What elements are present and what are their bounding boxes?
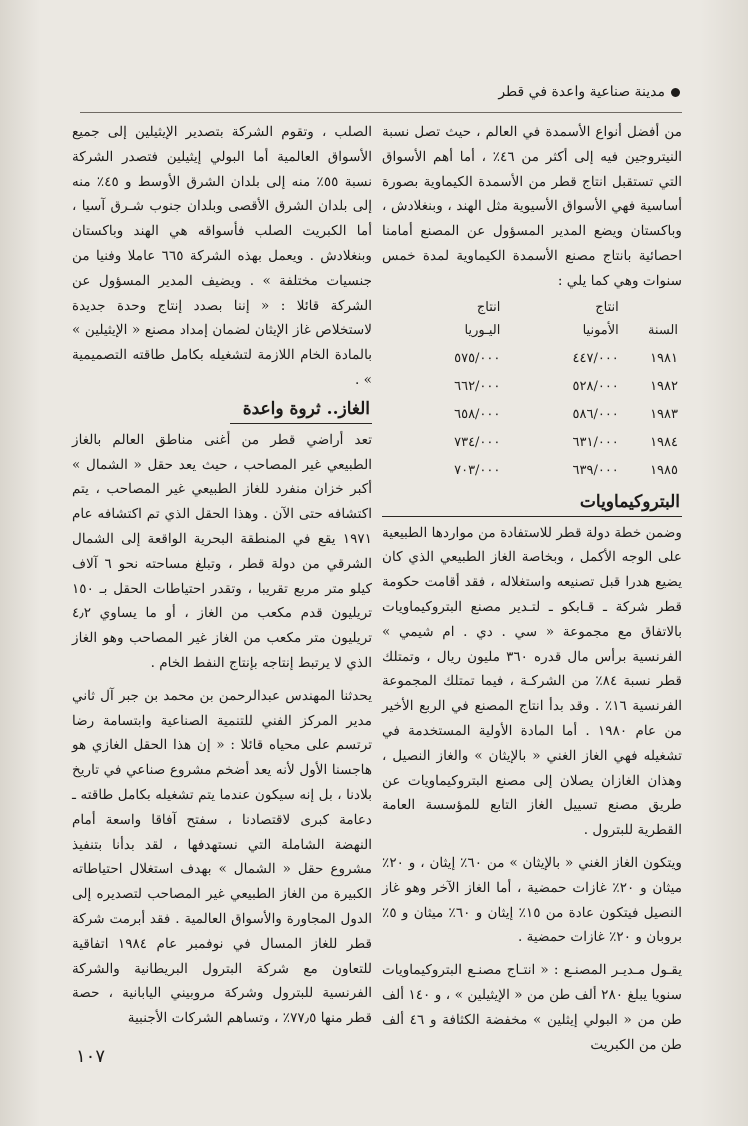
- petrochemicals-paragraph-3: يقـول مـديـر المصنـع : « انتـاج مصنـع البتروكيماويات سنويا يبلغ ٢٨٠ ألف طن من « الإيثيلين » ، و ١٤٠ ألف طن من « البولي إيثلين » مخفضة الكثافة و ٤٦ ألف طن من الكبريت: [382, 962, 683, 1053]
- left-column: [72, 120, 372, 1031]
- table-cell-year: ١٩٨٢: [650, 379, 678, 395]
- table-cell-ammonia: ٥٨٦/٠٠٠: [572, 407, 619, 423]
- left-intro-paragraph: الصلب ، وتقوم الشركة بتصدير الإيثيلين إلى جميع الأسواق العالمية أما البولي إيثيلين فتصدر الشركة نسبة ٥٥٪ منه إلى بلدان الشرق الأوسط و ٤٥٪ منه إلى بلدان الشرق الأقصى وبلدان جنوب شـرق آسيا ، أما الكبريت الصلب فأسواقه هي الهند وباكستان وبنغلادش . ويعمل بهذه الشركة ٦٦٥ عاملا وفنيا من جنسيات مختلفة » . ويضيف المدير المسؤول عن الشركة قائلا : « إننا بصدد إنتاج وحدة جديدة لاستخلاص غاز الإيثان لضمان إمداد مصنع « الإيثيلين » بالمادة الخام اللازمة لتشغيله بكامل طاقته التصميمية » .: [72, 124, 372, 388]
- section-title-gas: الغاز.. ثروة واعدة: [230, 395, 372, 424]
- right-intro-paragraph: من أفضل أنواع الأسمدة في العالم ، حيث تصل نسبة النيتروجين فيه إلى أكثر من ٤٦٪ ، أما أهم الأسواق التي تستقبل انتاج قطر من الأسمدة الكيماوية بصورة أساسية فهي الأسواق الأسيوية مثل الهند ، وبنغلادش ، وباكستان ويضع المدير المسؤول عن المصنع أمامنا احصائية بانتاج مصنع الأسمدة الكيماوية لمدة خمس سنوات وهي كما يلي :: [382, 124, 682, 289]
- running-head-text: مدينة صناعية واعدة في قطر: [498, 84, 665, 100]
- right-column: [382, 120, 682, 1057]
- table-cell-urea: ٦٥٨/٠٠٠: [454, 407, 501, 423]
- gas-paragraph-1: تعد أراضي قطر من أغنى مناطق العالم بالغاز الطبيعي غير المصاحب ، حيث يعد حقل « الشمال » أكبر خزان منفرد للغاز الطبيعي غير المصاحب ، يتم اكتشافه حتى الآن . وهذا الحقل الذي تم اكتشافه عام ١٩٧١ يقع في المنطقة البحرية الواقعة إلى الشمال الشرقي من دولة قطر ، وتبلغ مساحته نحو ٦ آلاف كيلو متر مربع تقريبا ، وتقدر احتياطات الحقل بـ ١٥٠ تريليون قدم مكعب من الغاز ، أو ما يساوي ٤٫٢ تريليون متر مكعب من الغاز غير المصاحب وهو الغاز الذي لا يرتبط إنتاجه بإنتاج النفط الخام .: [72, 431, 372, 671]
- table-header-top-cell: انتاج: [595, 299, 619, 315]
- table-cell-ammonia: ٦٣١/٠٠٠: [572, 435, 619, 451]
- table-cell-year: ١٩٨٤: [650, 435, 678, 451]
- table-row: [382, 346, 682, 374]
- table-row: [382, 374, 682, 402]
- table-row: [382, 402, 682, 430]
- bullet-icon: [671, 88, 680, 97]
- petrochemicals-paragraph-2: ويتكون الغاز الغني « بالإيثان » من ٦٠٪ إيثان ، و ٢٠٪ ميثان و ٢٠٪ غازات حمضية ، أما الغاز الآخر وهو غاز النصيل فيتكون عادة من ١٥٪ إيثان و ٦٠٪ ميثان و ٥٪ بروبان و ٢٠٪ غازات حمضية .: [382, 854, 682, 946]
- petrochemicals-paragraph-1: وضمن خطة دولة قطر للاستفادة من مواردها الطبيعية على الوجه الأكمل ، وبخاصة الغاز الطبيعي الذي كان يضيع هدرا قبل تصنيعه واستغلاله ، فقد أقامت حكومة قطر شركة ـ قـابكو ـ لتـدير مصنع البتروكيماويات بالاتفاق مع مجموعة « سي . دي . ام شيمي » الفرنسية برأس مال قدره ٣٦٠ مليون ريال ، وتمتلك قطر نسبة ٨٤٪ من الشركـة ، فيما تمتلك المجموعة الفرنسية ١٦٪ . وقد بدأ انتاج المصنع في الربع الأخير من عام ١٩٨٠ . أما المادة الأولية المستخدمة في تشغيله فهي الغاز الغني « بالإيثان » والغاز النصيل ، وهذان الغازان يصلان إلى مصنع البتروكيماويات عن طريق مصنع تسييل الغاز التابع للمؤسسة العامة القطرية للبترول .: [382, 524, 682, 839]
- table-header-year: السنة: [647, 323, 678, 339]
- gas-paragraph-2: يحدثنا المهندس عبدالرحمن بن محمد بن جبر آل ثاني مدير المركز الفني للتنمية الصناعية وابتسامة رضا ترتسم على محياه قائلا : « إن هذا الحقل الغازي هو هاجسنا الأول لأنه يعد أضخم مشروع صناعي في تاريخ بلادنا ، بل إنه سيكون عندما يتم تشغيله بكامل طاقته ـ دعامة كبرى لاقتصادنا ، سفتح آفاقا واسعة أمام النهضة الشاملة التي نستهدفها ، لقد بدأنا بتنفيذ مشروع حقل « الشمال » بهدف استغلال احتياطاته الكبيرة من الغاز الطبيعي غير المصاحب لتصديره إلى الدول المجاورة والأسواق العالمية . فقد أبرمت شركة قطر للغاز المسال في نوفمبر عام ١٩٨٤ اتفاقية للتعاون مع شركة البترول البريطانية والشركة الفرنسية للبترول وشركة مروبيني اليابانية ، حصة قطر منها ٧٧٫٥٪ ، وتساهم الشركات الأجنبية: [72, 687, 372, 1027]
- table-header-top: [382, 296, 682, 318]
- table-cell-year: ١٩٨٣: [650, 407, 678, 423]
- table-header-urea: اليـوريا: [464, 323, 501, 339]
- table-cell-ammonia: ٥٢٨/٠٠٠: [572, 379, 619, 395]
- table-cell-ammonia: ٦٣٩/٠٠٠: [572, 463, 619, 479]
- table-header-ammonia: الأمونيا: [582, 323, 619, 339]
- running-head: [80, 84, 680, 108]
- table-cell-urea: ٦٦٢/٠٠٠: [454, 379, 501, 395]
- table-cell-urea: ٧٠٣/٠٠٠: [454, 463, 501, 479]
- table-row: [382, 458, 682, 486]
- table-header-top-cell: انتاج: [476, 299, 501, 315]
- table-cell-ammonia: ٤٤٧/٠٠٠: [572, 351, 619, 367]
- section-title-petrochemicals: البتروكيماويات: [382, 488, 682, 517]
- table-cell-urea: ٥٧٥/٠٠٠: [454, 351, 501, 367]
- table-cell-urea: ٧٣٤/٠٠٠: [454, 435, 501, 451]
- table-cell-year: ١٩٨١: [650, 351, 678, 367]
- page-number: ١٠٧: [76, 1046, 106, 1067]
- table-header-row: [382, 318, 682, 346]
- header-divider: [80, 112, 682, 113]
- fertilizer-production-table: [382, 296, 682, 486]
- table-row: [382, 430, 682, 458]
- table-cell-year: ١٩٨٥: [650, 463, 678, 479]
